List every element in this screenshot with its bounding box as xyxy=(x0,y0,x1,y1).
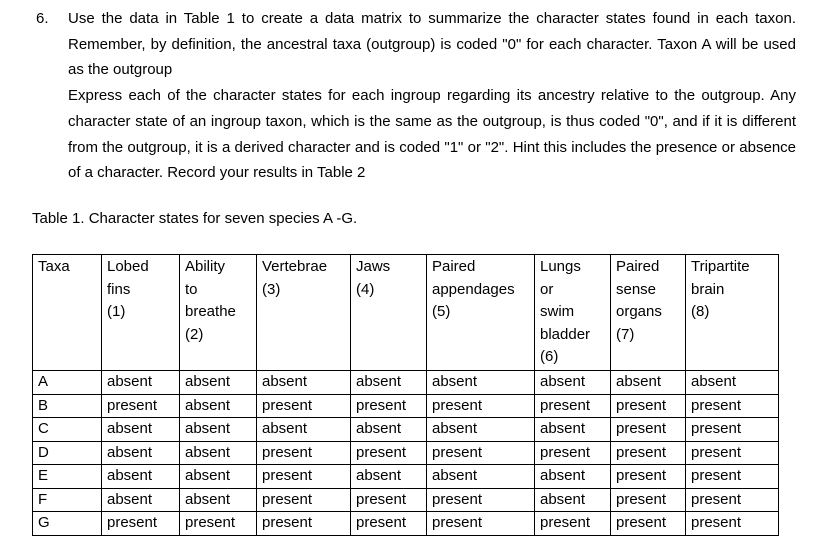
header-line: bladder xyxy=(540,325,591,343)
character-state-cell: absent xyxy=(686,371,779,395)
character-state-cell: absent xyxy=(180,394,257,418)
header-jaws xyxy=(351,255,427,371)
header-line: breathe xyxy=(185,303,236,320)
character-state-cell: absent xyxy=(535,418,611,442)
character-state-cell: absent xyxy=(102,371,180,395)
character-state-cell: absent xyxy=(427,371,535,395)
header-line: fins xyxy=(107,280,131,298)
header-taxa xyxy=(33,255,102,371)
character-state-cell: present xyxy=(686,512,779,536)
character-state-cell: absent xyxy=(611,371,686,395)
header-tripartite-brain xyxy=(686,255,779,371)
header-line: Lobed xyxy=(107,258,149,275)
character-state-cell: present xyxy=(427,512,535,536)
question-paragraph-1: Use the data in Table 1 to create a data matrix to summarize the character states found in each taxon. Remember, by definition, the ancestral taxa (outgroup) is coded "0" for each character. Taxon A will be used as the outgroup xyxy=(68,10,796,79)
header-line: sense xyxy=(616,280,657,298)
table-row xyxy=(33,441,779,465)
character-state-cell: present xyxy=(351,512,427,536)
header-paired-sense-organs xyxy=(611,255,686,371)
character-state-cell: present xyxy=(427,488,535,512)
character-state-cell: present xyxy=(535,441,611,465)
character-state-cell: present xyxy=(611,465,686,489)
character-state-cell: present xyxy=(351,488,427,512)
character-state-cell: present xyxy=(257,394,351,418)
character-states-table xyxy=(32,254,779,536)
table-header-row xyxy=(33,255,779,371)
header-lobed-fins xyxy=(102,255,180,371)
character-state-cell: present xyxy=(535,394,611,418)
character-state-cell: absent xyxy=(351,418,427,442)
character-state-cell: present xyxy=(686,488,779,512)
character-state-cell: present xyxy=(257,465,351,489)
character-state-cell: present xyxy=(427,441,535,465)
character-state-cell: present xyxy=(257,512,351,536)
header-ability-to-breathe xyxy=(180,255,257,371)
character-state-cell: absent xyxy=(180,441,257,465)
taxon-cell: B xyxy=(33,394,102,418)
character-state-cell: present xyxy=(686,418,779,442)
taxon-cell: C xyxy=(33,418,102,442)
taxon-cell: D xyxy=(33,441,102,465)
character-state-cell: absent xyxy=(180,418,257,442)
character-state-cell: absent xyxy=(535,488,611,512)
table-row xyxy=(33,418,779,442)
header-line: appendages xyxy=(432,280,515,298)
character-state-cell: present xyxy=(611,441,686,465)
taxon-cell: E xyxy=(33,465,102,489)
taxon-cell: A xyxy=(33,371,102,395)
header-line: (7) xyxy=(616,325,635,343)
taxon-cell: G xyxy=(33,512,102,536)
character-state-cell: present xyxy=(102,394,180,418)
character-state-cell: present xyxy=(351,441,427,465)
table-row xyxy=(33,465,779,489)
header-vertebrae xyxy=(257,255,351,371)
character-state-cell: absent xyxy=(102,488,180,512)
table-row xyxy=(33,394,779,418)
character-state-cell: absent xyxy=(427,465,535,489)
character-state-cell: absent xyxy=(180,488,257,512)
taxon-cell: F xyxy=(33,488,102,512)
header-line: Tripartite xyxy=(691,258,750,275)
character-state-cell: absent xyxy=(257,371,351,395)
question-paragraph-2: Express each of the character states for each ingroup regarding its ancestry relative to the outgroup. Any character state of an ingroup taxon, which is the same as the outgroup, is thus coded "0", and if it is different from the outgroup, it is a derived character and is coded "1" or "2". Hint this includes the presence or absence of a character. Record your results in Table 2 xyxy=(68,87,796,182)
character-state-cell: absent xyxy=(102,441,180,465)
character-state-cell: absent xyxy=(257,418,351,442)
character-state-cell: absent xyxy=(351,465,427,489)
table-caption: Table 1. Character states for seven species A -G. xyxy=(32,210,358,227)
header-line: Jaws xyxy=(356,258,391,275)
header-line: to xyxy=(185,280,198,298)
header-line: Paired xyxy=(432,258,476,275)
character-state-cell: absent xyxy=(427,418,535,442)
table-body xyxy=(33,371,779,536)
header-line: Taxa xyxy=(38,258,70,275)
header-paired-appendages xyxy=(427,255,535,371)
table-row xyxy=(33,488,779,512)
character-state-cell: present xyxy=(686,441,779,465)
character-state-cell: present xyxy=(686,394,779,418)
character-state-cell: present xyxy=(351,394,427,418)
header-lungs-or-swim-bladder xyxy=(535,255,611,371)
character-state-cell: present xyxy=(686,465,779,489)
header-line: Ability xyxy=(185,258,226,275)
header-line: swim xyxy=(540,303,575,320)
character-state-cell: present xyxy=(102,512,180,536)
character-state-cell: absent xyxy=(535,371,611,395)
character-state-cell: absent xyxy=(180,465,257,489)
question-text xyxy=(68,6,796,186)
character-state-cell: absent xyxy=(351,371,427,395)
character-state-cell: absent xyxy=(102,465,180,489)
header-line: (1) xyxy=(107,303,126,320)
character-state-cell: present xyxy=(611,394,686,418)
header-line: (4) xyxy=(356,280,375,298)
character-state-cell: present xyxy=(611,418,686,442)
header-line: Vertebrae xyxy=(262,258,328,275)
question-number: 6. xyxy=(36,10,49,27)
character-state-cell: present xyxy=(611,488,686,512)
header-line: Lungs xyxy=(540,258,581,275)
character-state-cell: present xyxy=(257,488,351,512)
table-row xyxy=(33,512,779,536)
header-line: (6) xyxy=(540,348,559,365)
character-state-cell: present xyxy=(535,512,611,536)
character-state-cell: present xyxy=(180,512,257,536)
header-line: (3) xyxy=(262,280,281,298)
character-state-cell: present xyxy=(257,441,351,465)
character-state-cell: present xyxy=(611,512,686,536)
header-line: organs xyxy=(616,303,662,320)
header-line: brain xyxy=(691,280,725,298)
header-line: Paired xyxy=(616,258,660,275)
character-state-cell: absent xyxy=(102,418,180,442)
table-row xyxy=(33,371,779,395)
character-state-cell: absent xyxy=(180,371,257,395)
header-line: (5) xyxy=(432,303,451,320)
character-state-cell: absent xyxy=(535,465,611,489)
header-line: (8) xyxy=(691,303,710,320)
character-state-cell: present xyxy=(427,394,535,418)
header-line: or xyxy=(540,280,554,298)
question-block xyxy=(36,6,796,186)
header-line: (2) xyxy=(185,325,204,343)
